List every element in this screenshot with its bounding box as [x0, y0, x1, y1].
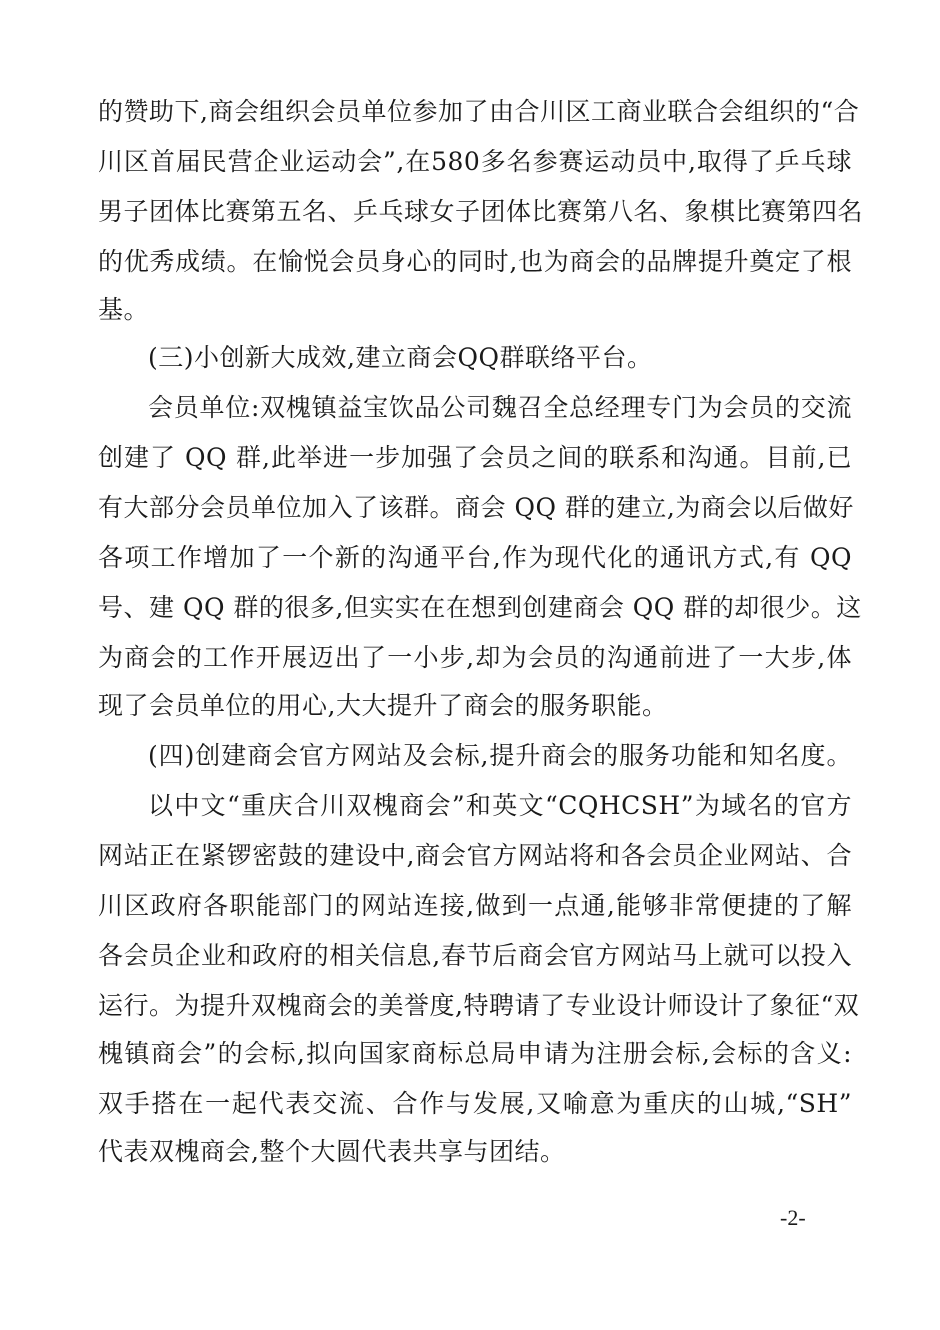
body-text-line: 会员单位:双槐镇益宝饮品公司魏召全总经理专门为会员的交流: [148, 393, 852, 422]
body-text-line: 现了会员单位的用心,大大提升了商会的服务职能。: [98, 691, 668, 720]
body-text-line: 男子团体比赛第五名、乒乓球女子团体比赛第八名、象棋比赛第四名: [98, 197, 864, 226]
body-text-line: 运行。为提升双槐商会的美誉度,特聘请了专业设计师设计了象征“双: [98, 991, 860, 1020]
body-text-line: 双手搭在一起代表交流、合作与发展,又喻意为重庆的山城,“SH”: [98, 1089, 852, 1118]
section-heading-4: (四)创建商会官方网站及会标,提升商会的服务功能和知名度。: [148, 741, 852, 770]
body-text-line: 川区首届民营企业运动会”,在580多名参赛运动员中,取得了乒乓球: [98, 147, 852, 176]
body-text-line: 有大部分会员单位加入了该群。商会 QQ 群的建立,为商会以后做好: [98, 493, 854, 522]
body-text-line: 槐镇商会”的会标,拟向国家商标总局申请为注册会标,会标的含义:: [98, 1039, 852, 1068]
body-text-line: 各会员企业和政府的相关信息,春节后商会官方网站马上就可以投入: [98, 941, 852, 970]
body-text-line: 创建了 QQ 群,此举进一步加强了会员之间的联系和沟通。目前,已: [98, 443, 852, 472]
body-text-line: 的赞助下,商会组织会员单位参加了由合川区工商业联合会组织的“合: [98, 97, 860, 126]
body-text-line: 川区政府各职能部门的网站连接,做到一点通,能够非常便捷的了解: [98, 891, 852, 920]
body-text-line: 的优秀成绩。在愉悦会员身心的同时,也为商会的品牌提升奠定了根: [98, 247, 852, 276]
body-text-line: 号、建 QQ 群的很多,但实实在在想到创建商会 QQ 群的却很少。这: [98, 593, 862, 622]
body-text-line: 各项工作增加了一个新的沟通平台,作为现代化的通讯方式,有 QQ: [98, 543, 852, 572]
body-text-line: 代表双槐商会,整个大圆代表共享与团结。: [98, 1137, 566, 1166]
body-text-line: 以中文“重庆合川双槐商会”和英文“CQHCSH”为域名的官方: [148, 791, 852, 820]
body-text-line: 网站正在紧锣密鼓的建设中,商会官方网站将和各会员企业网站、合: [98, 841, 852, 870]
body-text-line: 为商会的工作开展迈出了一小步,却为会员的沟通前进了一大步,体: [98, 643, 852, 672]
page-number: -2-: [780, 1205, 806, 1230]
section-heading-3: (三)小创新大成效,建立商会QQ群联络平台。: [148, 343, 653, 372]
body-text-line: 基。: [98, 295, 150, 324]
